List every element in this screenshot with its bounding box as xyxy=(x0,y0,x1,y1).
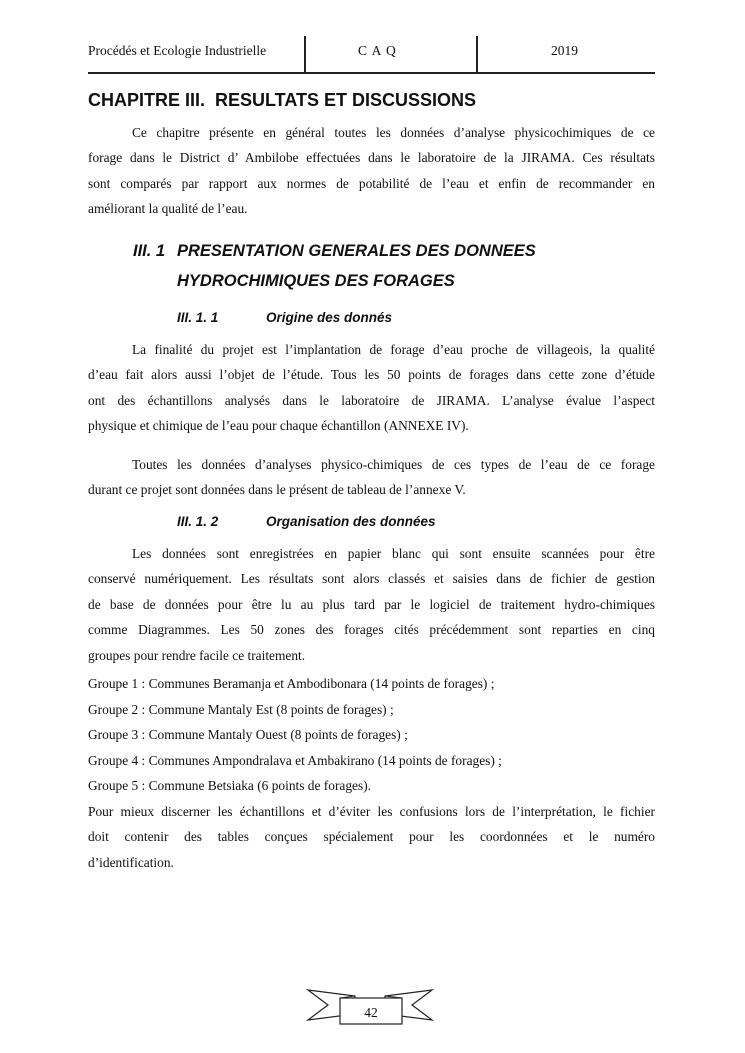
paragraph-line: Les données sont enregistrées en papier blanc qui sont ensuite scannées pour être xyxy=(132,546,655,561)
section-number: III. 1 xyxy=(133,242,166,260)
header-rule xyxy=(88,72,655,74)
paragraph-line: forage dans le District d’ Ambilobe effectuées dans le laboratoire de la JIRAMA. Ces résultats xyxy=(88,150,655,166)
paragraph-line: durant ce projet sont données dans le présent de tableau de l’annexe V. xyxy=(88,482,466,498)
paragraph-line: groupes pour rendre facile ce traitement. xyxy=(88,647,306,663)
paragraph-line: d’eau fait alors aussi l’objet de l’étude. Tous les 50 points de forages dans cette zone d’étude xyxy=(88,367,655,383)
paragraph-line: améliorant la qualité de l’eau. xyxy=(88,201,248,217)
paragraph-line: Groupe 1 : Communes Beramanja et Ambodibonara (14 points de forages) ; xyxy=(88,676,495,691)
chapter-title: CHAPITRE III. RESULTATS ET DISCUSSIONS xyxy=(88,90,477,110)
header-divider xyxy=(304,36,306,74)
paragraph-line: de base de données pour être lu au plus tard par le logiciel de traitement hydro-chimiques xyxy=(88,596,655,612)
paragraph-line: sont comparés par rapport aux normes de potabilité de l’eau et enfin de recommander en xyxy=(88,175,655,191)
paragraph-line: doit contenir des tables conçues spécialement pour les coordonnées et le numéro xyxy=(88,829,655,845)
header-center: C A Q xyxy=(358,43,397,58)
paragraph-line: conservé numériquement. Les résultats sont alors classés et saisies dans de fichier de gestion xyxy=(88,571,655,587)
paragraph-line: Ce chapitre présente en général toutes les données d’analyse physicochimiques de ce xyxy=(132,125,655,140)
header-right: 2019 xyxy=(551,43,578,58)
section-title-line2: HYDROCHIMIQUES DES FORAGES xyxy=(177,272,455,290)
header-divider xyxy=(476,36,478,74)
paragraph-line: Pour mieux discerner les échantillons et d’éviter les confusions lors de l’interprétation, le fichier xyxy=(88,804,655,819)
paragraph-line: comme Diagrammes. Les 50 zones des forages cités précédemment sont reparties en cinq xyxy=(88,622,655,638)
paragraph-line: Groupe 5 : Commune Betsiaka (6 points de forages). xyxy=(88,778,372,793)
subsection-title: Origine des donnés xyxy=(266,310,393,325)
page-number: 42 xyxy=(364,1005,378,1020)
subsection-number: III. 1. 1 xyxy=(177,310,219,325)
paragraph-line: Toutes les données d’analyses physico-chimiques de ces types de l’eau de ce forage xyxy=(132,457,655,472)
paragraph-line: d’identification. xyxy=(88,854,174,870)
subsection-title: Organisation des données xyxy=(266,514,436,529)
section-title-line1: PRESENTATION GENERALES DES DONNEES xyxy=(177,242,536,260)
paragraph-line: La finalité du projet est l’implantation de forage d’eau proche de villageois, la qualité xyxy=(132,342,655,357)
paragraph-line: Groupe 4 : Communes Ampondralava et Ambakirano (14 points de forages) ; xyxy=(88,753,502,768)
paragraph-line: ont des échantillons analysés dans le laboratoire de JIRAMA. L’analyse évalue l’aspect xyxy=(88,392,655,408)
paragraph-line: physique et chimique de l’eau pour chaque échantillon (ANNEXE IV). xyxy=(88,418,469,434)
paragraph-line: Groupe 3 : Commune Mantaly Ouest (8 points de forages) ; xyxy=(88,727,408,742)
subsection-number: III. 1. 2 xyxy=(177,514,219,529)
header-left: Procédés et Ecologie Industrielle xyxy=(88,43,267,58)
paragraph-line: Groupe 2 : Commune Mantaly Est (8 points de forages) ; xyxy=(88,702,394,717)
